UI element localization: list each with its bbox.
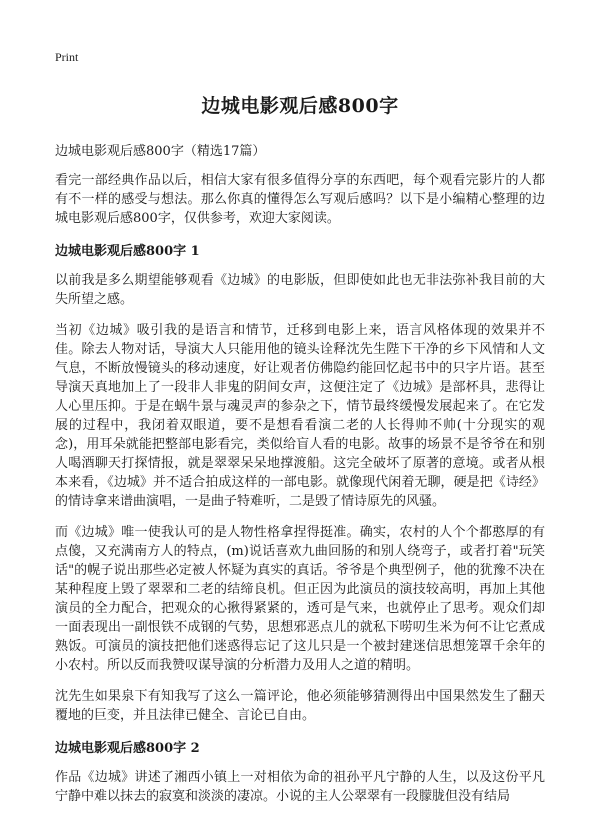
- section-heading: 边城电影观后感800字 1: [55, 244, 200, 259]
- document-title: 边城电影观后感800字: [201, 95, 399, 117]
- section-heading: 边城电影观后感800字 2: [55, 741, 200, 756]
- document-subtitle: 边城电影观后感800字（精选17篇）: [55, 144, 266, 159]
- body-paragraph: 沈先生如果泉下有知我写了这么一篇评论，他必须能够猜测得出中国果然发生了翻天覆地的巨变，并且法律已健全、言论已自由。: [55, 689, 545, 723]
- print-link[interactable]: Print: [55, 50, 79, 64]
- body-paragraph: 而《边城》唯一使我认可的是人物性格拿捏得挺准。确实，农村的人个个都憨厚的有点傻，又充满南方人的特点，(m)说话喜欢九曲回肠的和别人绕弯子，或者打着"玩笑话"的幌子说出那些必定被人怀疑为真实的真话。爷爷是个典型例子，他的犹豫不决在某种程度上毁了翠翠和二老的结缔良机。但正因为此演员的演技较高明，再加上其他演员的全力配合，把观众的心揪得紧紧的，透可是气来，也就停止了思考。观众们却一面表现出一副恨铁不成钢的气势，思想邪恶点儿的就私下唠叨生米为何不让它煮成熟饭。可演员的演技把他们迷惑得忘记了这儿只是一个被封建迷信思想笼罩千余年的小农村。所以反而我赞叹谋导演的分析潜力及用人之道的精明。: [55, 525, 545, 673]
- body-paragraph: 以前我是多么期望能够观看《边城》的电影版，但即使如此也无非法弥补我目前的大失所望之感。: [55, 273, 545, 307]
- body-paragraph: 作品《边城》讲述了湘西小镇上一对相依为命的祖孙平凡宁静的人生，以及这份平凡宁静中难以抹去的寂寞和淡淡的凄凉。小说的主人公翠翠有一段朦胧但没有结局: [55, 770, 545, 804]
- body-paragraph: 当初《边城》吸引我的是语言和情节，迁移到电影上来，语言风格体现的效果并不佳。除去人物对话，导演大人只能用他的镜头诠释沈先生陛下干净的乡下风情和人文气息，不断放慢镜头的移动速度，好让观者仿佛隐约能回忆起书中的只字片语。甚至导演天真地加上了一段非人非鬼的阴间女声，这便注定了《边城》是部杯具，悲得让人心里压抑。于是在蜗牛景与魂灵声的参杂之下，情节最终缓慢发展起来了。在它发展的过程中，我闭着双眼道，要不是想看看演二老的人长得帅不帅(十分现实的观念)，用耳朵就能把整部电影看完，类似给盲人看的电影。故事的场景不是爷爷在和别人喝酒聊天打探情报，就是翠翠呆呆地撑渡船。这完全破坏了原著的意境。或者从根本来看，《边城》并不适合拍成这样的一部电影。就像现代闲着无聊，硬是把《诗经》的情诗拿来谱曲演唱，一是曲子特难听，二是毁了情诗原先的风骚。: [55, 323, 545, 509]
- intro-paragraph: 看完一部经典作品以后，相信大家有很多值得分享的东西吧，每个观看完影片的人都有不一样的感受与想法。那么你真的懂得怎么写观后感吗？以下是小编精心整理的边城电影观后感800字，仅供参考，欢迎大家阅读。: [55, 173, 545, 226]
